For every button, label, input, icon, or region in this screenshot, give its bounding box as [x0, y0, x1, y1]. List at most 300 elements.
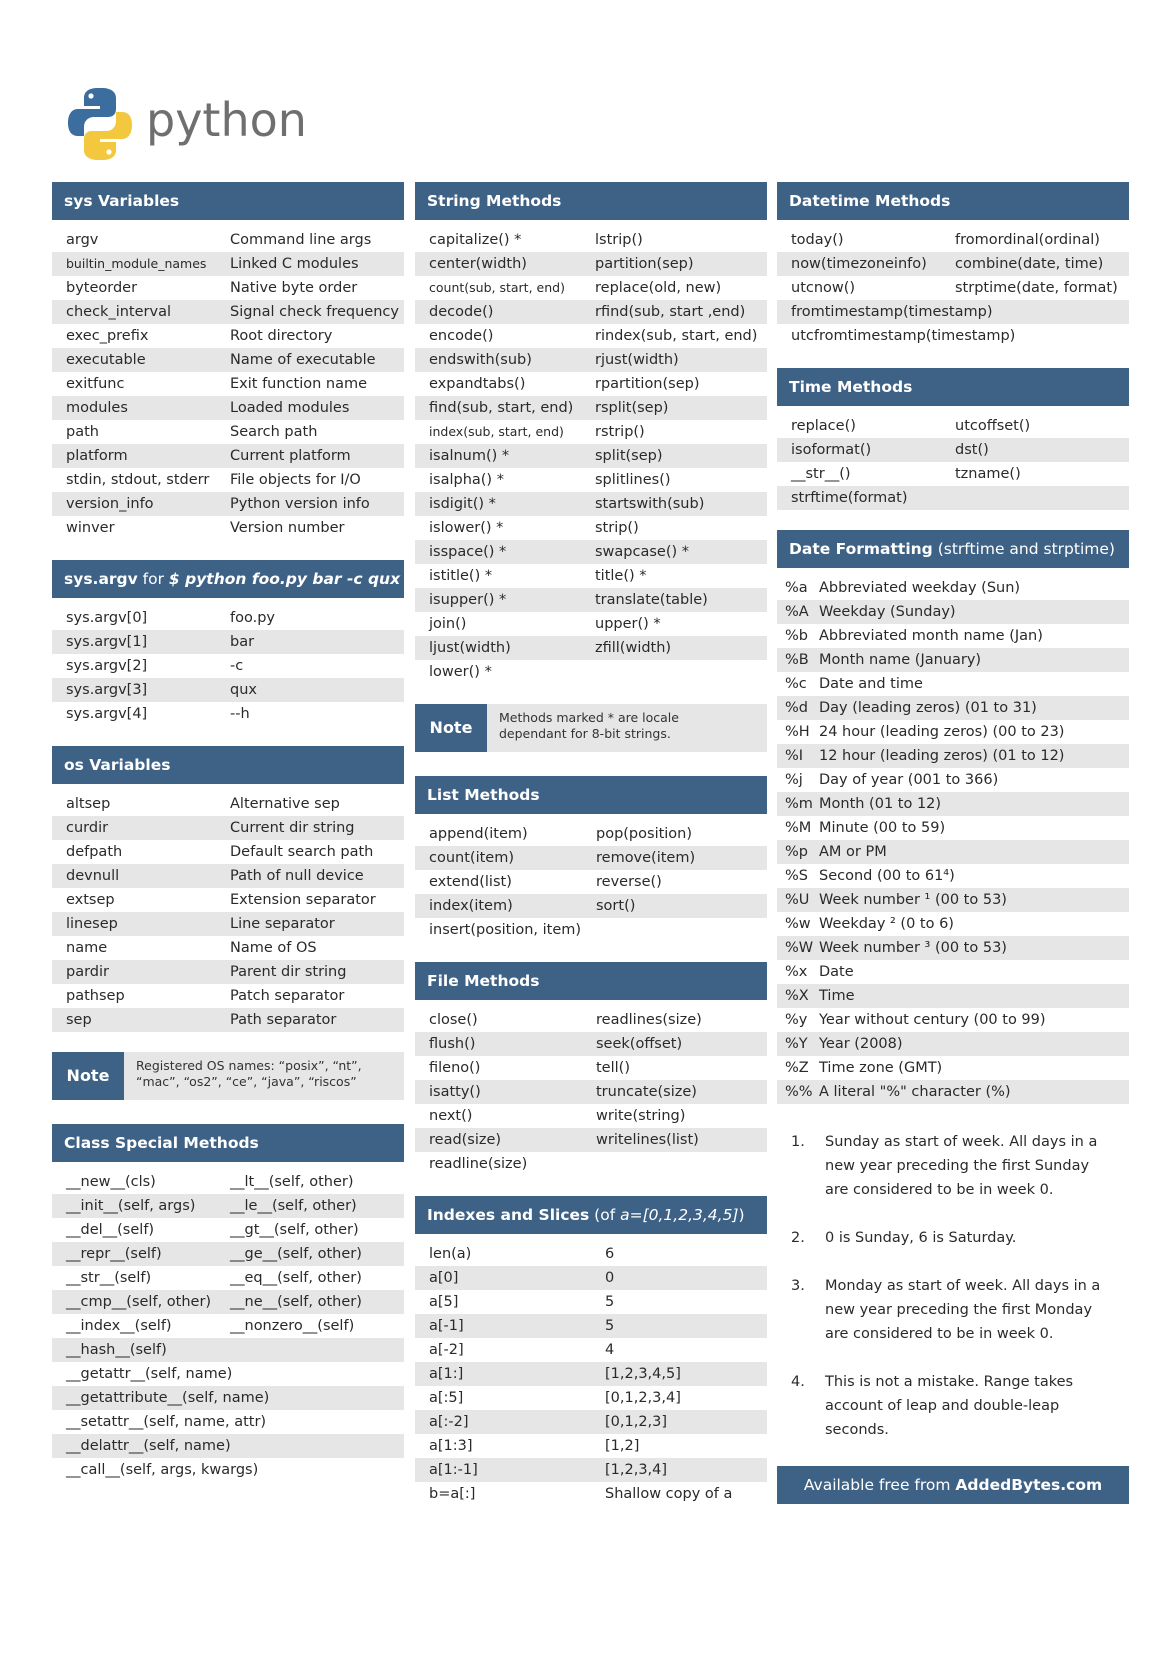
- row-key: ljust(width): [429, 640, 511, 656]
- row-value: Path separator: [230, 1012, 337, 1028]
- sys-argv-section: [52, 560, 430, 726]
- row-key: %d: [785, 700, 808, 716]
- row-key: winver: [66, 520, 115, 536]
- row-key: defpath: [66, 844, 123, 860]
- note-line: Methods marked * are locale: [499, 710, 679, 725]
- note-line: dependant for 8-bit strings.: [499, 726, 671, 741]
- table-row: [52, 702, 404, 726]
- table-row: [777, 486, 1129, 510]
- table-row: [52, 1242, 404, 1266]
- table-row: [415, 564, 767, 588]
- row-value: Date: [819, 964, 854, 980]
- row-key: capitalize() *: [429, 232, 522, 248]
- row-key: expandtabs(): [429, 376, 526, 392]
- table-row: [52, 1194, 404, 1218]
- row-value: Month name (January): [819, 652, 982, 668]
- row-value: upper() *: [595, 616, 661, 632]
- footnote: [777, 1274, 1129, 1346]
- footnote-line: are considered to be in week 0.: [825, 1182, 1054, 1198]
- row-key: close(): [429, 1012, 478, 1028]
- table-row: [415, 636, 767, 660]
- row-value: replace(old, new): [595, 280, 722, 296]
- column-right: [777, 182, 1129, 1504]
- table-row: [777, 414, 1129, 438]
- table-row: [777, 228, 1129, 252]
- table-row: [777, 462, 1129, 486]
- table-row: [415, 468, 767, 492]
- row-value: [230, 1362, 404, 1386]
- row-value: [0,1,2,3]: [605, 1414, 668, 1430]
- table-row: [415, 300, 767, 324]
- table-row: [777, 744, 1129, 768]
- table-row: [52, 1314, 404, 1338]
- row-key: insert(position, item): [429, 922, 582, 938]
- python-logo-icon: [68, 84, 328, 164]
- footnote-number: 3.: [791, 1278, 805, 1294]
- row-value: Current dir string: [230, 820, 355, 836]
- row-key: index(item): [429, 898, 513, 914]
- row-value: Linked C modules: [230, 256, 359, 272]
- row-key: %w: [785, 916, 811, 932]
- row-value: Name of executable: [230, 352, 376, 368]
- row-value: 24 hour (leading zeros) (00 to 23): [819, 724, 1065, 740]
- table-row: [52, 228, 404, 252]
- row-value: [955, 486, 1129, 510]
- row-value: Search path: [230, 424, 318, 440]
- row-value: write(string): [596, 1108, 686, 1124]
- table-row: [52, 1458, 404, 1482]
- row-value: truncate(size): [596, 1084, 697, 1100]
- section-header: os Variables: [52, 746, 404, 784]
- row-value: [1,2]: [605, 1438, 640, 1454]
- row-value: Time zone (GMT): [819, 1060, 943, 1076]
- row-value: strptime(date, format): [955, 280, 1118, 296]
- row-value: Alternative sep: [230, 796, 340, 812]
- row-value: Abbreviated month name (Jan): [819, 628, 1043, 644]
- string-methods-section: [415, 182, 767, 684]
- row-value: __lt__(self, other): [230, 1174, 354, 1190]
- table-row: [52, 324, 404, 348]
- row-key: %j: [785, 772, 803, 788]
- note-line: “mac”, “os2”, “ce”, “java”, “riscos”: [136, 1074, 357, 1089]
- row-value: Year without century (00 to 99): [819, 1012, 1046, 1028]
- table-row: [777, 696, 1129, 720]
- row-value: tzname(): [955, 466, 1021, 482]
- table-row: [777, 792, 1129, 816]
- row-key: a[-2]: [429, 1342, 464, 1358]
- row-value: Month (01 to 12): [819, 796, 942, 812]
- row-value: 4: [605, 1342, 615, 1358]
- row-value: A literal "%" character (%): [819, 1084, 1011, 1100]
- row-value: utcoffset(): [955, 418, 1031, 434]
- row-key: altsep: [66, 796, 111, 812]
- date-formatting-section: [777, 530, 1129, 1104]
- table-row: [415, 252, 767, 276]
- row-key: exec_prefix: [66, 328, 149, 344]
- row-value: [1,2,3,4]: [605, 1462, 668, 1478]
- table-row: [52, 1338, 404, 1362]
- footer-banner[interactable]: [777, 1466, 1129, 1504]
- row-key: flush(): [429, 1036, 476, 1052]
- row-key: a[1:]: [429, 1366, 464, 1382]
- row-key: __index__(self): [66, 1318, 172, 1334]
- row-value: qux: [230, 682, 257, 698]
- table-row: [415, 1104, 767, 1128]
- table-row: [52, 468, 404, 492]
- table-row: [415, 444, 767, 468]
- footnote-line: new year preceding the first Sunday: [825, 1158, 1090, 1174]
- row-key: pathsep: [66, 988, 125, 1004]
- row-key: %x: [785, 964, 808, 980]
- table-row: [415, 1338, 767, 1362]
- row-value: bar: [230, 634, 255, 650]
- string-note: [415, 704, 767, 752]
- indexes-slices-section: [415, 1196, 767, 1506]
- table-row: [52, 630, 404, 654]
- footnote-line: 0 is Sunday, 6 is Saturday.: [825, 1230, 1017, 1246]
- os-note: [52, 1052, 404, 1100]
- table-row: [52, 252, 404, 276]
- row-key: find(sub, start, end): [429, 400, 574, 416]
- table-row: [777, 324, 1129, 348]
- row-value: Date and time: [819, 676, 923, 692]
- row-key: join(): [429, 616, 467, 632]
- row-key: a[-1]: [429, 1318, 464, 1334]
- row-key: executable: [66, 352, 146, 368]
- row-key: __getattribute__(self, name): [66, 1390, 270, 1406]
- row-value: translate(table): [595, 592, 708, 608]
- footnote-line: account of leap and double-leap: [825, 1398, 1060, 1414]
- table-row: [415, 1362, 767, 1386]
- row-value: Parent dir string: [230, 964, 347, 980]
- footnote-text: [825, 1130, 1115, 1202]
- row-value: Default search path: [230, 844, 374, 860]
- row-key: version_info: [66, 496, 154, 512]
- table-row: [52, 1218, 404, 1242]
- row-key: isalpha() *: [429, 472, 504, 488]
- table-row: [777, 816, 1129, 840]
- file-methods-section: [415, 962, 767, 1176]
- row-value: Signal check frequency: [230, 304, 399, 320]
- row-key: encode(): [429, 328, 494, 344]
- row-key: %c: [785, 676, 807, 692]
- footer-prefix: Available free from: [803, 1476, 956, 1494]
- column-middle: [415, 182, 767, 1526]
- table-row: [52, 348, 404, 372]
- row-value: rindex(sub, start, end): [595, 328, 758, 344]
- table-row: [415, 1290, 767, 1314]
- row-value: reverse(): [596, 874, 662, 890]
- row-value: __ge__(self, other): [230, 1246, 362, 1262]
- row-key: __init__(self, args): [66, 1198, 196, 1214]
- footnote-line: Sunday as start of week. All days in a: [825, 1134, 1098, 1150]
- table-row: [777, 1008, 1129, 1032]
- section-header: Datetime Methods: [777, 182, 1129, 220]
- table-row: [52, 1434, 404, 1458]
- row-value: split(sep): [595, 448, 663, 464]
- header-expression: a=[0,1,2,3,4,5]: [620, 1206, 739, 1224]
- row-key: sys.argv[4]: [66, 706, 148, 722]
- row-value: rpartition(sep): [595, 376, 700, 392]
- row-value: [955, 324, 1129, 348]
- table-row: [777, 576, 1129, 600]
- table-row: [415, 918, 767, 942]
- note-line: Registered OS names: “posix”, “nt”,: [136, 1058, 362, 1073]
- table-row: [415, 1482, 767, 1506]
- row-value: [230, 1410, 404, 1434]
- row-value: Day of year (001 to 366): [819, 772, 999, 788]
- row-value: Minute (00 to 59): [819, 820, 946, 836]
- table-row: [415, 1080, 767, 1104]
- footnote-number: 4.: [791, 1374, 805, 1390]
- row-key: __setattr__(self, name, attr): [66, 1414, 267, 1430]
- row-value: rsplit(sep): [595, 400, 669, 416]
- table-row: [52, 678, 404, 702]
- row-value: -c: [230, 658, 244, 674]
- row-value: [595, 660, 767, 684]
- table-row: [777, 984, 1129, 1008]
- header-light: (strftime and strptime): [932, 540, 1115, 558]
- row-key: %Y: [785, 1036, 808, 1052]
- table-row: [415, 492, 767, 516]
- table-row: [52, 300, 404, 324]
- row-key: count(sub, start, end): [429, 280, 565, 295]
- row-key: %H: [785, 724, 810, 740]
- row-value: rstrip(): [595, 424, 645, 440]
- row-key: isatty(): [429, 1084, 481, 1100]
- row-key: utcnow(): [791, 280, 856, 296]
- section-header: [415, 1196, 767, 1234]
- row-key: __call__(self, args, kwargs): [66, 1462, 259, 1478]
- row-key: __repr__(self): [66, 1246, 162, 1262]
- list-methods-section: [415, 776, 767, 942]
- row-value: __gt__(self, other): [230, 1222, 359, 1238]
- row-value: 6: [605, 1246, 615, 1262]
- row-value: [0,1,2,3,4]: [605, 1390, 681, 1406]
- table-row: [52, 372, 404, 396]
- row-value: swapcase() *: [595, 544, 690, 560]
- row-key: append(item): [429, 826, 528, 842]
- table-row: [52, 1362, 404, 1386]
- table-row: [415, 1242, 767, 1266]
- row-value: [230, 1458, 404, 1482]
- row-key: %I: [785, 748, 804, 764]
- row-value: Year (2008): [819, 1036, 903, 1052]
- row-value: Abbreviated weekday (Sun): [819, 580, 1021, 596]
- row-key: %y: [785, 1012, 808, 1028]
- row-value: combine(date, time): [955, 256, 1104, 272]
- table-row: [415, 276, 767, 300]
- time-methods-section: [777, 368, 1129, 510]
- table-row: [52, 516, 404, 540]
- table-row: [52, 1290, 404, 1314]
- row-value: Loaded modules: [230, 400, 350, 416]
- row-key: %W: [785, 940, 814, 956]
- table-row: [415, 1314, 767, 1338]
- row-key: sys.argv[1]: [66, 634, 148, 650]
- row-value: dst(): [955, 442, 989, 458]
- footnote-text: [825, 1274, 1115, 1346]
- row-value: Weekday ² (0 to 6): [819, 916, 954, 932]
- row-value: __eq__(self, other): [230, 1270, 362, 1286]
- row-value: Root directory: [230, 328, 333, 344]
- row-value: Day (leading zeros) (01 to 31): [819, 700, 1037, 716]
- table-row: [52, 984, 404, 1008]
- row-value: __le__(self, other): [230, 1198, 357, 1214]
- row-key: __str__(self): [66, 1270, 152, 1286]
- row-key: today(): [791, 232, 844, 248]
- table-row: [415, 660, 767, 684]
- table-row: [415, 540, 767, 564]
- table-row: [415, 846, 767, 870]
- footnote-number: 1.: [791, 1134, 805, 1150]
- row-value: [230, 1386, 404, 1410]
- row-key: replace(): [791, 418, 856, 434]
- row-value: seek(offset): [596, 1036, 683, 1052]
- section-header: Time Methods: [777, 368, 1129, 406]
- row-key: argv: [66, 232, 99, 248]
- row-key: exitfunc: [66, 376, 125, 392]
- table-row: [52, 1170, 404, 1194]
- logo-text: python: [146, 93, 307, 147]
- table-row: [415, 348, 767, 372]
- table-row: [415, 1152, 767, 1176]
- row-key: a[5]: [429, 1294, 459, 1310]
- table-row: [52, 1410, 404, 1434]
- row-value: --h: [230, 706, 250, 722]
- table-row: [52, 1386, 404, 1410]
- row-value: Version number: [230, 520, 345, 536]
- row-key: %m: [785, 796, 813, 812]
- row-key: sys.argv[0]: [66, 610, 148, 626]
- table-row: [52, 792, 404, 816]
- row-value: zfill(width): [595, 640, 672, 656]
- row-key: endswith(sub): [429, 352, 532, 368]
- header-bold: Date Formatting: [789, 540, 933, 558]
- note-label: Note: [52, 1052, 124, 1100]
- table-row: [415, 1032, 767, 1056]
- note-text: [487, 704, 767, 752]
- footer-site-link[interactable]: AddedBytes.com: [955, 1476, 1103, 1494]
- row-key: builtin_module_names: [66, 256, 207, 271]
- table-row: [52, 276, 404, 300]
- table-row: [415, 1266, 767, 1290]
- row-value: fromordinal(ordinal): [955, 232, 1100, 248]
- row-key: b=a[:]: [429, 1486, 476, 1502]
- class-special-methods-section: [52, 1124, 404, 1482]
- row-value: 5: [605, 1318, 615, 1334]
- row-value: Week number ¹ (00 to 53): [819, 892, 1007, 908]
- row-key: __cmp__(self, other): [66, 1294, 212, 1310]
- table-row: [777, 888, 1129, 912]
- row-key: __hash__(self): [66, 1342, 167, 1358]
- row-key: %M: [785, 820, 812, 836]
- row-key: extend(list): [429, 874, 512, 890]
- section-header: Class Special Methods: [52, 1124, 404, 1162]
- table-row: [52, 912, 404, 936]
- row-key: len(a): [429, 1246, 472, 1262]
- footnote-line: new year preceding the first Monday: [825, 1302, 1093, 1318]
- footnote-line: seconds.: [825, 1422, 889, 1438]
- table-row: [52, 816, 404, 840]
- row-key: __str__(): [791, 466, 851, 482]
- table-row: [777, 960, 1129, 984]
- row-key: %p: [785, 844, 808, 860]
- header-bold: Indexes and Slices: [427, 1206, 590, 1224]
- row-key: index(sub, start, end): [429, 424, 564, 439]
- row-key: fromtimestamp(timestamp): [791, 304, 993, 320]
- footnote: [777, 1130, 1129, 1202]
- row-key: isalnum() *: [429, 448, 510, 464]
- table-row: [52, 606, 404, 630]
- row-value: writelines(list): [596, 1132, 699, 1148]
- row-key: lower() *: [429, 664, 492, 680]
- row-key: istitle() *: [429, 568, 493, 584]
- table-row: [52, 396, 404, 420]
- table-row: [415, 1458, 767, 1482]
- row-value: startswith(sub): [595, 496, 705, 512]
- row-key: stdin, stdout, stderr: [66, 472, 210, 488]
- row-key: sep: [66, 1012, 92, 1028]
- section-header: [777, 530, 1129, 568]
- row-key: isspace() *: [429, 544, 507, 560]
- row-value: [1,2,3,4,5]: [605, 1366, 681, 1382]
- row-key: sys.argv[3]: [66, 682, 148, 698]
- section-header: [52, 560, 430, 598]
- section-header: String Methods: [415, 182, 767, 220]
- table-row: [777, 672, 1129, 696]
- row-key: center(width): [429, 256, 527, 272]
- row-key: %%: [785, 1084, 813, 1100]
- row-key: name: [66, 940, 108, 956]
- table-row: [52, 1266, 404, 1290]
- table-row: [415, 1056, 767, 1080]
- row-value: Time: [819, 988, 855, 1004]
- row-key: __delattr__(self, name): [66, 1438, 231, 1454]
- row-value: 5: [605, 1294, 615, 1310]
- table-row: [415, 228, 767, 252]
- footnote: [777, 1226, 1129, 1250]
- table-row: [415, 1434, 767, 1458]
- row-key: %A: [785, 604, 809, 620]
- row-value: sort(): [596, 898, 636, 914]
- table-row: [415, 516, 767, 540]
- row-value: [230, 1434, 404, 1458]
- footnote-number: 2.: [791, 1230, 805, 1246]
- row-value: Exit function name: [230, 376, 368, 392]
- row-key: __getattr__(self, name): [66, 1366, 233, 1382]
- table-row: [777, 300, 1129, 324]
- row-value: File objects for I/O: [230, 472, 361, 488]
- row-value: remove(item): [596, 850, 696, 866]
- row-key: isdigit() *: [429, 496, 496, 512]
- table-row: [52, 888, 404, 912]
- table-row: [52, 444, 404, 468]
- row-value: Weekday (Sunday): [819, 604, 956, 620]
- table-row: [415, 612, 767, 636]
- row-value: __ne__(self, other): [230, 1294, 362, 1310]
- row-key: check_interval: [66, 304, 171, 320]
- row-key: %a: [785, 580, 808, 596]
- row-key: count(item): [429, 850, 514, 866]
- row-key: modules: [66, 400, 128, 416]
- table-row: [52, 1008, 404, 1032]
- row-key: %Z: [785, 1060, 809, 1076]
- section-header: List Methods: [415, 776, 767, 814]
- row-value: rjust(width): [595, 352, 679, 368]
- table-row: [777, 1080, 1129, 1104]
- row-value: rfind(sub, start ,end): [595, 304, 746, 320]
